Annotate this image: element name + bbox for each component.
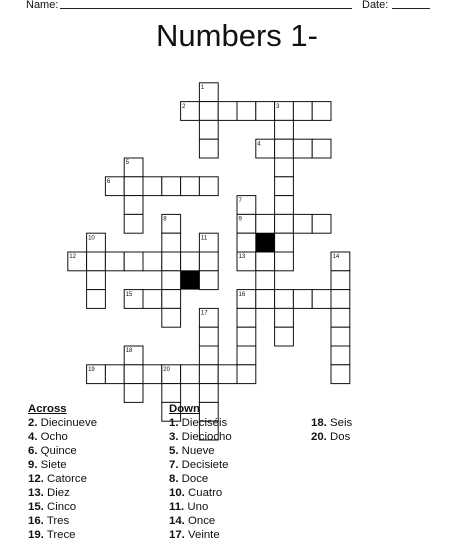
clue-number: 2. [28,417,38,429]
clue-number: 3. [169,431,179,443]
clue-item [28,500,97,514]
grid-cell[interactable] [87,271,106,290]
grid-cell[interactable] [199,252,218,271]
clue-number-label: 18 [125,348,133,355]
across-clues [28,402,97,542]
clue-text: Once [188,515,216,527]
grid-cell[interactable] [143,177,162,196]
grid-cell[interactable] [256,290,275,309]
clue-text: Cuatro [188,487,223,499]
grid-cell[interactable] [162,308,181,327]
clue-item [169,458,232,472]
grid-cell[interactable] [237,308,256,327]
clue-number-label: 3 [276,103,280,110]
grid-cell[interactable] [256,102,275,121]
grid-cell[interactable] [293,214,312,233]
grid-cell[interactable] [275,158,294,177]
clue-number: 16. [28,515,44,527]
clue-number: 6. [28,445,38,457]
clue-number-label: 9 [238,216,242,223]
grid-cell[interactable] [275,139,294,158]
grid-cell[interactable] [124,384,143,403]
grid-cell[interactable] [312,290,331,309]
page-title: Numbers 1- [156,18,318,53]
clue-number-label: 4 [257,141,261,148]
grid-cell[interactable] [293,290,312,309]
clue-text: Dieciocho [181,431,232,443]
clue-number-label: 2 [182,103,186,110]
grid-cell[interactable] [218,102,237,121]
clue-number-label: 13 [238,254,246,261]
clue-item [28,514,97,528]
grid-cell[interactable] [237,365,256,384]
clue-number: 12. [28,473,44,485]
clue-number-label: 11 [200,235,208,242]
grid-cell[interactable] [237,327,256,346]
grid-cell[interactable] [237,233,256,252]
grid-cell[interactable] [143,365,162,384]
date-label: Date: [362,0,389,11]
clue-item [169,472,232,486]
grid-cell[interactable] [275,120,294,139]
grid-cell[interactable] [143,252,162,271]
clue-text: Seis [330,417,353,429]
grid-cell[interactable] [275,290,294,309]
clue-number: 13. [28,487,44,499]
grid-cell[interactable] [199,139,218,158]
grid-cell[interactable] [162,290,181,309]
grid-cell[interactable] [199,365,218,384]
clue-number-label: 15 [125,291,133,298]
grid-cell[interactable] [87,252,106,271]
clue-text: Dieciséis [181,417,228,429]
clue-number-label: 8 [163,216,167,223]
grid-cell[interactable] [256,271,275,290]
clue-item [169,416,232,430]
grid-cell[interactable] [162,384,181,403]
clue-text: Nueve [181,445,215,457]
grid-cell[interactable] [124,214,143,233]
clue-number-label: 16 [238,291,246,298]
clue-item [169,500,232,514]
grid-cell[interactable] [218,365,237,384]
clue-number: 8. [169,473,179,485]
grid-cell[interactable] [256,214,275,233]
clue-item [28,458,97,472]
grid-cell[interactable] [331,327,350,346]
grid-cell[interactable] [331,271,350,290]
clue-number: 9. [28,459,38,471]
clue-number-label: 10 [88,235,95,242]
grid-cell[interactable] [199,384,218,403]
grid-cell[interactable] [181,177,200,196]
clue-number: 20. [311,431,327,443]
grid-cell[interactable] [275,196,294,215]
clue-number-label: 12 [69,254,76,261]
clue-item [311,430,352,444]
grid-cell[interactable] [199,327,218,346]
clue-item [169,486,232,500]
clue-text: Veinte [188,529,220,541]
grid-cell[interactable] [237,102,256,121]
grid-cell[interactable] [124,252,143,271]
clue-number: 4. [28,431,38,443]
clue-item [169,528,232,542]
blocked-cell [181,271,200,290]
clue-number: 1. [169,417,179,429]
grid-cell[interactable] [105,365,124,384]
clue-text: Catorce [47,473,87,485]
clue-number-label: 14 [332,254,340,261]
grid-cell[interactable] [312,139,331,158]
clue-number: 7. [169,459,179,471]
clue-number-label: 20 [163,367,170,373]
clue-text: Trece [46,529,76,541]
clue-text: Doce [181,473,209,485]
grid-cell[interactable] [199,120,218,139]
grid-cell[interactable] [124,177,143,196]
grid-cell[interactable] [105,252,124,271]
clue-item [169,514,232,528]
clue-item [169,430,232,444]
grid-cell[interactable] [275,252,294,271]
grid-cell[interactable] [331,308,350,327]
grid-cell[interactable] [312,214,331,233]
clue-number: 10. [169,487,185,499]
clue-item [169,444,232,458]
grid-cell[interactable] [162,252,181,271]
grid-cell[interactable] [237,346,256,365]
grid-cell[interactable] [143,290,162,309]
clue-number-label: 5 [125,160,130,167]
clue-text: Siete [40,459,67,471]
grid-cell[interactable] [124,365,143,384]
clue-number-label: 19 [88,367,95,373]
clue-number: 17. [169,529,185,541]
grid-cell[interactable] [199,271,218,290]
clue-text: Diez [47,487,70,499]
clue-item [28,444,97,458]
clue-item [311,416,352,430]
clue-text: Decisiete [181,459,229,471]
grid-cell[interactable] [162,271,181,290]
clue-text: Tres [46,515,70,527]
grid-cell[interactable] [331,346,350,365]
grid-cell[interactable] [275,233,294,252]
clue-item [28,430,97,444]
clue-number-label: 1 [200,85,205,91]
clue-number: 19. [28,529,44,541]
grid-cell[interactable] [199,102,218,121]
grid-cell[interactable] [181,252,200,271]
down-heading: Down [169,403,201,415]
clue-item [28,486,97,500]
grid-cell[interactable] [199,177,218,196]
clue-number: 5. [169,445,179,457]
name-label: Name: [26,0,59,11]
clue-item [28,416,97,430]
grid-cell[interactable] [293,139,312,158]
grid-cell[interactable] [87,290,106,309]
grid-cell[interactable] [312,102,331,121]
clue-item [28,528,97,542]
clue-number: 14. [169,515,185,527]
clue-number-label: 6 [106,179,111,185]
clue-text: Uno [187,501,209,513]
clue-text: Ocho [40,431,68,443]
clue-text: Dos [330,431,351,443]
blocked-cell [256,233,275,252]
clue-text: Quince [40,445,77,457]
grid-cell[interactable] [331,365,350,384]
grid-cell[interactable] [162,233,181,252]
clue-text: Diecinueve [40,417,98,429]
grid-cell[interactable] [293,102,312,121]
clue-number: 15. [28,501,44,513]
clue-item [28,472,97,486]
clue-number: 18. [311,417,327,429]
grid-cell[interactable] [275,214,294,233]
grid-cell[interactable] [162,177,181,196]
grid-cell[interactable] [331,290,350,309]
grid-cell[interactable] [256,252,275,271]
down-clues-continued [311,402,352,444]
clue-number-label: 17 [200,310,208,317]
down-clues [169,402,232,542]
clue-number-label: 7 [238,197,242,204]
grid-cell[interactable] [275,308,294,327]
grid-cell[interactable] [124,196,143,215]
grid-cell[interactable] [199,346,218,365]
clue-text: Cinco [47,501,77,513]
grid-cell[interactable] [181,365,200,384]
clue-number: 11. [169,501,185,513]
across-heading: Across [28,403,67,415]
grid-cell[interactable] [275,177,294,196]
grid-cell[interactable] [275,327,294,346]
